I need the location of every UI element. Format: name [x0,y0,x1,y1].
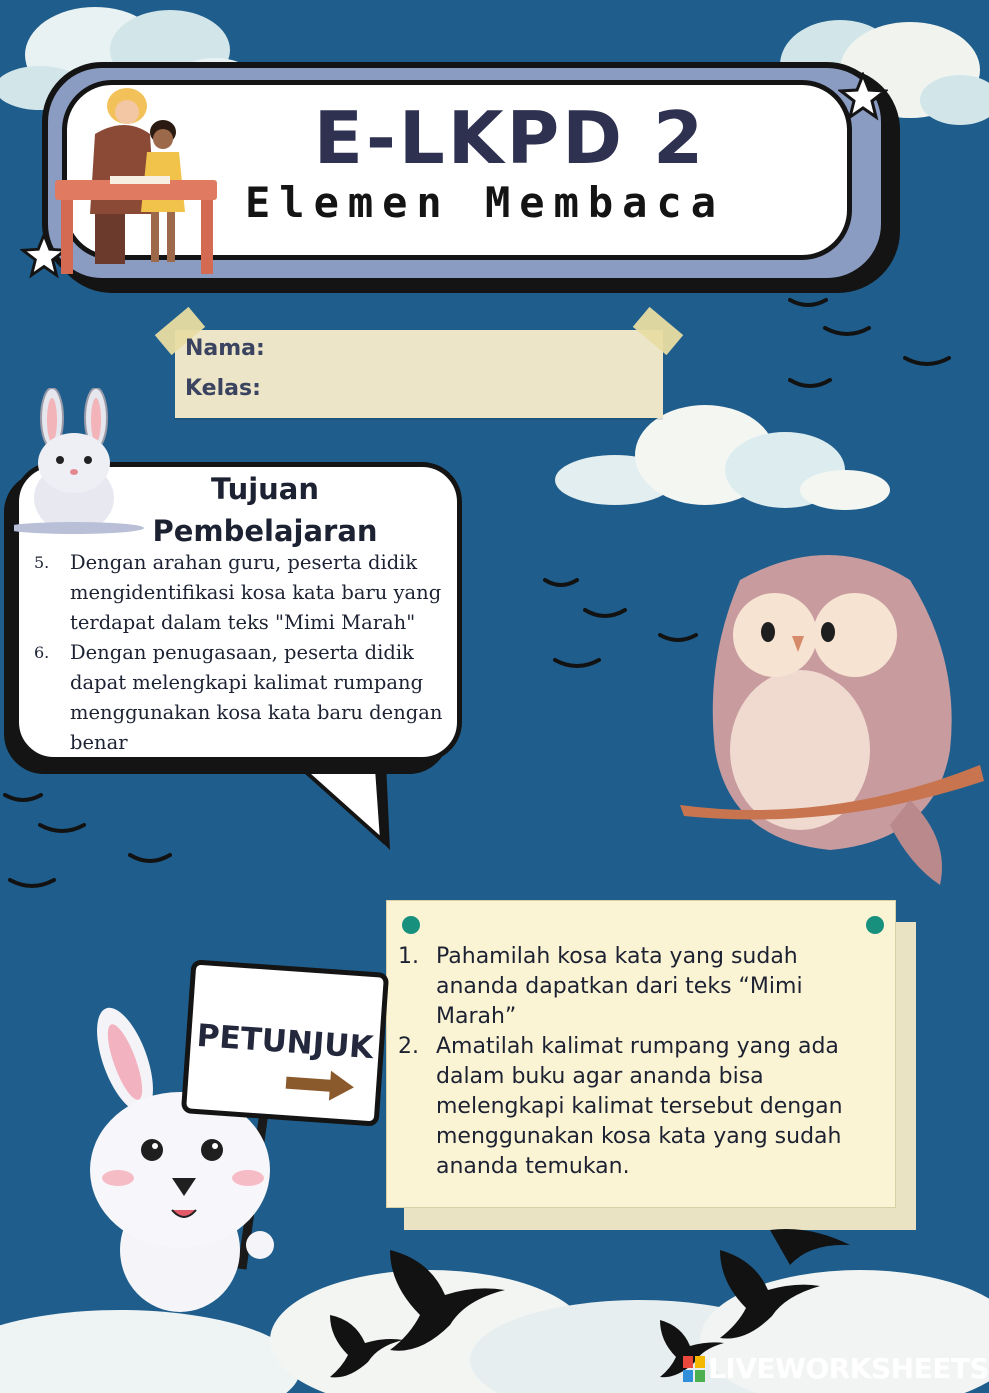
list-item-text: Amatilah kalimat rumpang yang ada [436,1034,839,1059]
list-item-text: Dengan penugasaan, peserta didik [70,641,414,664]
rabbit-illustration [14,388,154,538]
list-item-number: 5. [34,553,50,572]
liveworksheets-logo-icon [683,1356,705,1382]
star-icon [838,72,888,122]
list-item-text: ananda dapatkan dari teks “Mimi [436,974,803,999]
list-item [398,1032,888,1182]
list-item-text: menggunakan kosa kata baru dengan [70,701,443,724]
list-item-text: Pahamilah kosa kata yang sudah [436,944,798,969]
page-title: E-LKPD 2 [313,96,707,180]
sign-label: PETUNJUK [195,1017,375,1067]
list-item-text: ananda temukan. [436,1154,630,1179]
list-item-text: Dengan arahan guru, peserta didik [70,551,418,574]
list-item-text: dapat melengkapi kalimat rumpang [70,671,424,694]
objectives-title-line2: Pembelajaran [152,514,378,548]
list-item-text: benar [70,731,128,754]
list-item-text: dalam buku agar ananda bisa [436,1064,764,1089]
list-item-text: mengidentifikasi kosa kata baru yang [70,581,442,604]
page-subtitle: Elemen Membaca [245,178,726,227]
teacher-student-illustration [55,84,225,280]
list-item-text: menggunakan kosa kata yang sudah [436,1124,842,1149]
list-item-text: melengkapi kalimat tersebut dengan [436,1094,843,1119]
list-item-number: 1. [398,944,419,969]
class-label: Kelas: [185,376,261,401]
list-item [34,548,454,638]
list-item-text: Marah” [436,1004,517,1029]
list-item [398,942,888,1032]
list-item-text: terdapat dalam teks "Mimi Marah" [70,611,416,634]
pin-icon [866,916,884,934]
objectives-title-line1: Tujuan [210,472,320,506]
instructions-list [398,942,888,1182]
arrow-right-icon [283,1066,357,1105]
watermark-text: LIVEWORKSHEETS [708,1352,989,1385]
list-item [34,638,454,758]
list-item-number: 6. [34,643,50,662]
name-label: Nama: [185,336,265,361]
pin-icon [402,916,420,934]
list-item-number: 2. [398,1034,419,1059]
objectives-list [34,548,454,758]
owl-illustration [680,540,985,890]
objectives-title [150,468,380,552]
